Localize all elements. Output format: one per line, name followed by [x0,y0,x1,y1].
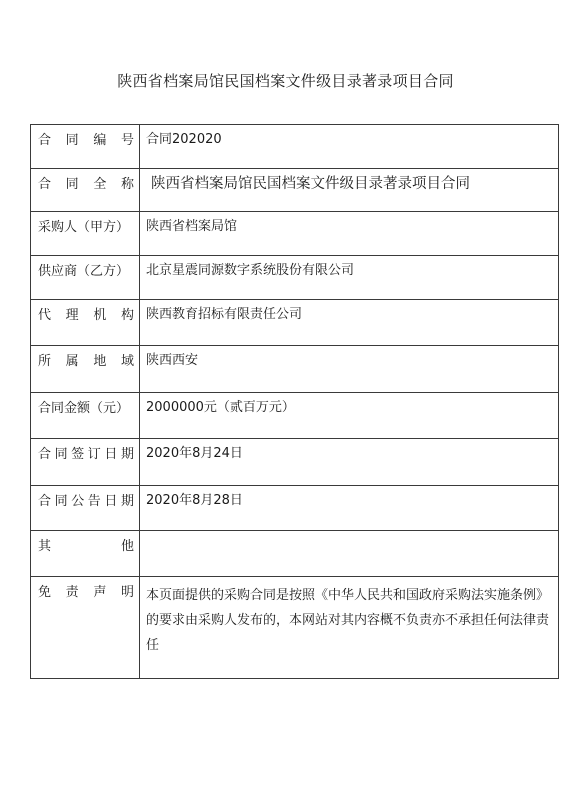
region-value: 陕西西安 [140,346,559,393]
table-row [31,169,559,212]
table-row [31,256,559,300]
row-label-cell [31,169,140,212]
table-row [31,531,559,577]
row-label-cell [31,300,140,346]
table-row [31,486,559,531]
table-row [31,125,559,169]
table-row [31,212,559,256]
disclaimer-value: 本页面提供的采购合同是按照《中华人民共和国政府采购法实施条例》的要求由采购人发布的，本网站对其内容概不负责亦不承担任何法律责任 [140,577,559,679]
supplier-value: 北京星震同源数字系统股份有限公司 [140,256,559,300]
row-label-cell [31,393,140,439]
announcement-date-label: 合 同 公 告 日 期 [38,494,134,509]
table-row [31,300,559,346]
contract-amount-label: 合同金额（元） [38,401,130,416]
contract-amount-value: 2000000元（贰百万元） [140,393,559,439]
purchaser-label: 采购人（甲方） [38,220,130,235]
table-row [31,577,559,679]
supplier-label: 供应商（乙方） [38,264,130,279]
row-label-cell [31,212,140,256]
contract-full-name-value: 陕西省档案局馆民国档案文件级目录著录项目合同 [140,169,559,212]
document-title: 陕西省档案局馆民国档案文件级目录著录项目合同 [117,72,454,90]
row-label-cell [31,439,140,486]
row-label-cell [31,346,140,393]
agency-value: 陕西教育招标有限责任公司 [140,300,559,346]
region-label: 所 属 地 域 [38,354,134,369]
table-row [31,346,559,393]
row-label-cell [31,577,140,679]
agency-label: 代 理 机 构 [38,308,134,323]
row-label-cell [31,486,140,531]
row-label-cell [31,531,140,577]
disclaimer-label: 免 责 声 明 [38,585,134,600]
signing-date-value: 2020年8月24日 [140,439,559,486]
contract-number-label: 合 同 编 号 [38,133,134,148]
contract-info-table [30,124,559,679]
signing-date-label: 合 同 签 订 日 期 [38,447,134,462]
table-row [31,393,559,439]
other-label: 其 他 [38,539,134,554]
row-label-cell [31,256,140,300]
table-row [31,439,559,486]
row-label-cell [31,125,140,169]
announcement-date-value: 2020年8月28日 [140,486,559,531]
purchaser-value: 陕西省档案局馆 [140,212,559,256]
other-value [140,531,559,577]
contract-full-name-label: 合 同 全 称 [38,177,134,192]
contract-number-value: 合同202020 [140,125,559,169]
